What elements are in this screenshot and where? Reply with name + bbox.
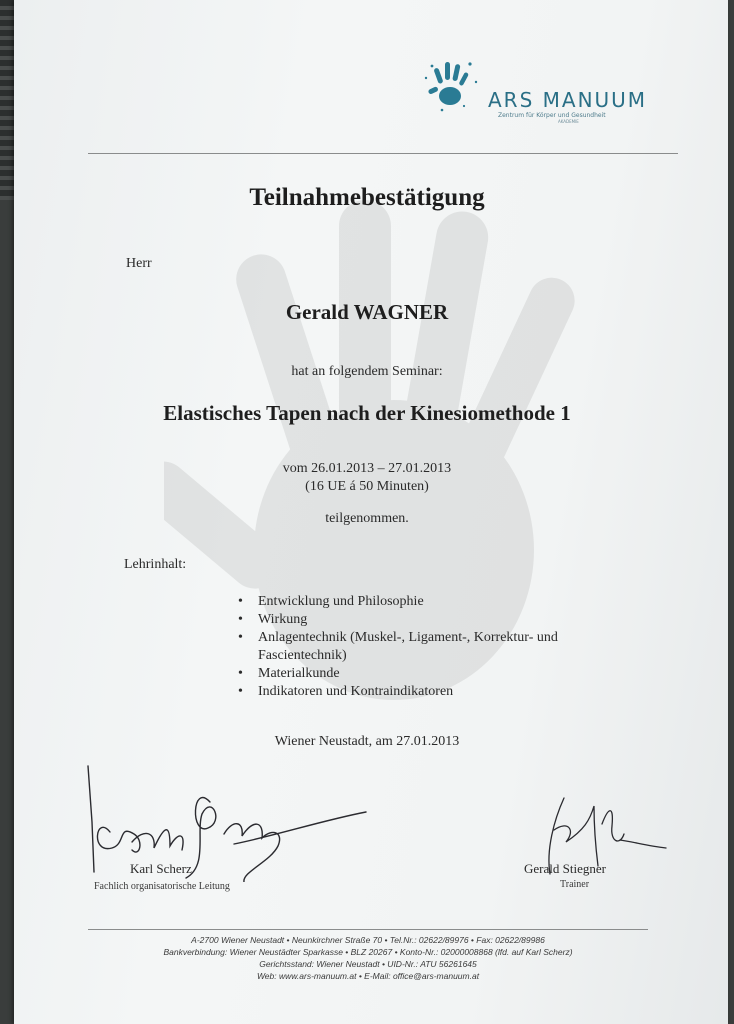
left-signer-name: Karl Scherz bbox=[130, 861, 192, 876]
seminar-dates bbox=[0, 460, 734, 496]
salutation: Herr bbox=[126, 256, 152, 271]
footer bbox=[148, 934, 588, 982]
left-signature bbox=[74, 762, 374, 882]
teaching-units: (16 UE á 50 Minuten) bbox=[305, 479, 429, 494]
logo-wordmark: ARS MANUUM bbox=[488, 88, 648, 112]
logo-tagline: Zentrum für Körper und Gesundheit bbox=[498, 112, 606, 119]
certificate-title: Teilnahmebestätigung bbox=[249, 184, 485, 211]
footer-bank: Bankverbindung: Wiener Neustädter Sparkasse • BLZ 20267 • Konto-Nr.: 02000008868 (lfd. auf Karl Scherz) bbox=[163, 947, 573, 957]
header-divider bbox=[88, 153, 678, 154]
date-range: vom 26.01.2013 – 27.01.2013 bbox=[282, 461, 452, 476]
ars-manuum-logo bbox=[418, 56, 668, 126]
handprint-logo-icon bbox=[418, 56, 488, 116]
left-signer-role: Fachlich organisatorische Leitung bbox=[94, 881, 230, 892]
content-item: • Entwicklung und Philosophie bbox=[238, 593, 598, 611]
content-list bbox=[238, 593, 598, 701]
content-item: • Wirkung bbox=[238, 611, 598, 629]
content-item: • Indikatoren und Kontraindikatoren bbox=[238, 683, 598, 701]
content-item: • Materialkunde bbox=[238, 665, 598, 683]
footer-divider bbox=[88, 929, 648, 930]
logo-tagline-academy: AKADEMIE bbox=[558, 119, 579, 124]
content-item: • Anlagentechnik (Muskel-, Ligament-, Korrektur- und Fascientechnik) bbox=[238, 629, 598, 665]
content-label: Lehrinhalt: bbox=[124, 557, 187, 572]
seminar-title: Elastisches Tapen nach der Kinesiomethode 1 bbox=[163, 401, 571, 425]
right-signer-role: Trainer bbox=[560, 879, 590, 890]
certificate-paper bbox=[14, 0, 728, 1024]
footer-web: Web: www.ars-manuum.at • E-Mail: office@ars-manuum.at bbox=[256, 971, 480, 981]
footer-address: A-2700 Wiener Neustadt • Neunkirchner Straße 70 • Tel.Nr.: 02622/89976 • Fax: 02622/89986 bbox=[191, 935, 545, 945]
right-signer-name: Gerald Stiegner bbox=[524, 861, 606, 876]
participated-text: teilgenommen. bbox=[325, 511, 409, 526]
place-and-date: Wiener Neustadt, am 27.01.2013 bbox=[274, 734, 460, 749]
participant-name: Gerald WAGNER bbox=[285, 300, 449, 324]
footer-court: Gerichtsstand: Wiener Neustadt • UID-Nr.: ATU 56261645 bbox=[259, 959, 477, 969]
intro-text: hat an folgendem Seminar: bbox=[291, 364, 443, 379]
